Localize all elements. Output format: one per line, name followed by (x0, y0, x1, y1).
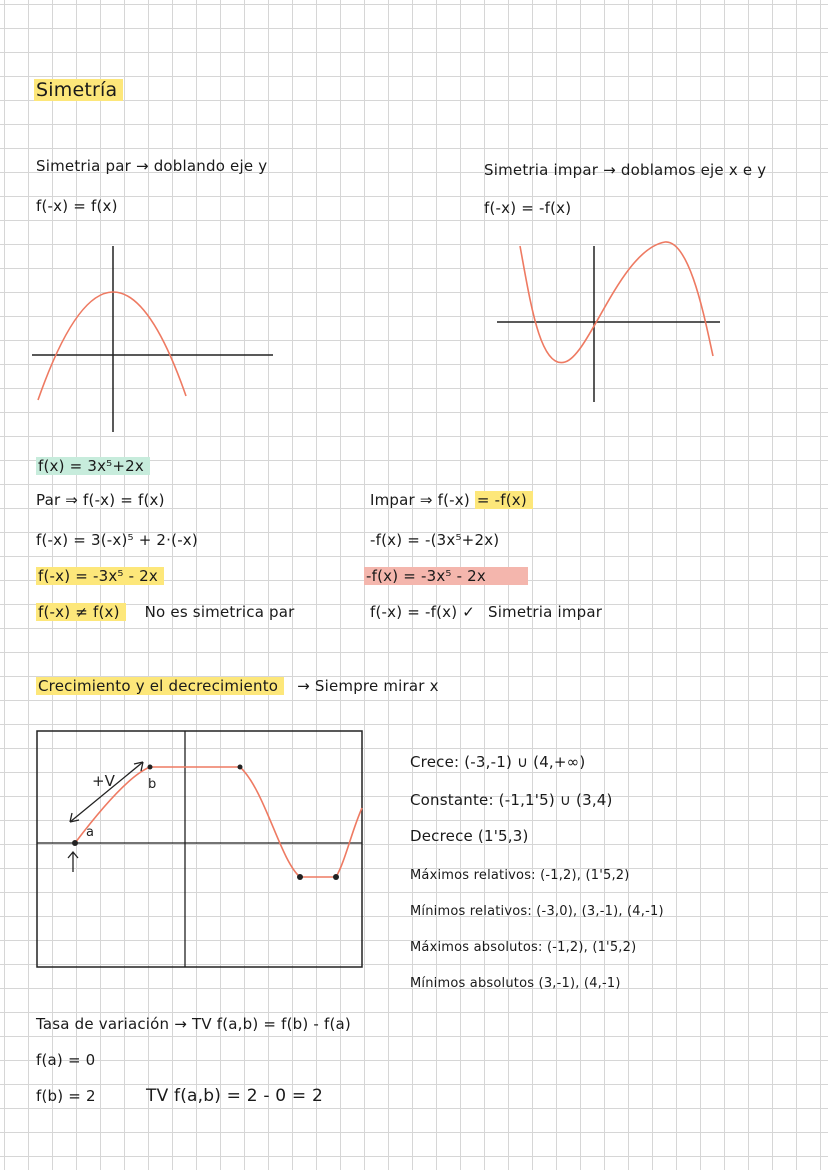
even-symmetry-heading: Simetria par → doblando eje y (36, 157, 268, 175)
point-a-label: a (86, 825, 94, 840)
impar-test-prefix: Impar ⇒ f(-x) (370, 491, 470, 509)
par-result-text: f(-x) = -3x⁵ - 2x (36, 567, 164, 585)
rate-result: TV f(a,b) = 2 - 0 = 2 (146, 1086, 323, 1106)
fact-max-rel: Máximos relativos: (-1,2), (1'5,2) (410, 868, 630, 883)
title-text: Simetría (34, 79, 123, 101)
fact-min-abs: Mínimos absolutos (3,-1), (4,-1) (410, 976, 621, 991)
example-function-text: f(x) = 3x⁵+2x (36, 457, 150, 475)
impar-result-text: -f(x) = -3x⁵ - 2x (364, 567, 528, 585)
rate-fa: f(a) = 0 (36, 1051, 96, 1069)
par-substitution: f(-x) = 3(-x)⁵ + 2·(-x) (36, 531, 198, 549)
rate-fb: f(b) = 2 (36, 1087, 96, 1105)
point-b-label: b (148, 777, 157, 792)
max-end-dot (238, 765, 243, 770)
impar-test-rhs: = -f(x) (475, 491, 533, 509)
fact-max-abs: Máximos absolutos: (-1,2), (1'5,2) (410, 940, 637, 955)
odd-symmetry-formula: f(-x) = -f(x) (484, 199, 572, 217)
point-b-dot (148, 765, 153, 770)
fact-constante: Constante: (-1,1'5) ∪ (3,4) (410, 791, 613, 809)
plus-v-label: +V (92, 772, 115, 790)
min-left-dot (297, 874, 303, 880)
point-a-dot (72, 840, 78, 846)
point-a-arrow (68, 852, 78, 872)
par-test: Par ⇒ f(-x) = f(x) (36, 491, 165, 509)
growth-curve (75, 767, 362, 877)
even-symmetry-formula: f(-x) = f(x) (36, 197, 118, 215)
fact-crece: Crece: (-3,-1) ∪ (4,+∞) (410, 753, 586, 771)
impar-conclusion-expr: f(-x) = -f(x) ✓ (370, 603, 475, 621)
odd-symmetry-heading: Simetria impar → doblamos eje x e y (484, 161, 767, 179)
fact-min-rel: Mínimos relativos: (-3,0), (3,-1), (4,-1) (410, 904, 664, 919)
tv-arrow-line (70, 762, 143, 822)
growth-note: → Siempre mirar x (297, 677, 439, 695)
fact-decrece: Decrece (1'5,3) (410, 827, 529, 845)
growth-heading-text: Crecimiento y el decrecimiento (36, 677, 284, 695)
par-conclusion-expr: f(-x) ≠ f(x) (36, 603, 126, 621)
impar-substitution: -f(x) = -(3x⁵+2x) (370, 531, 500, 549)
rate-definition: Tasa de variación → TV f(a,b) = f(b) - f(a) (36, 1015, 351, 1033)
par-conclusion-text: No es simetrica par (144, 603, 295, 621)
min-right-dot (333, 874, 339, 880)
impar-conclusion-text: Simetria impar (487, 603, 603, 621)
